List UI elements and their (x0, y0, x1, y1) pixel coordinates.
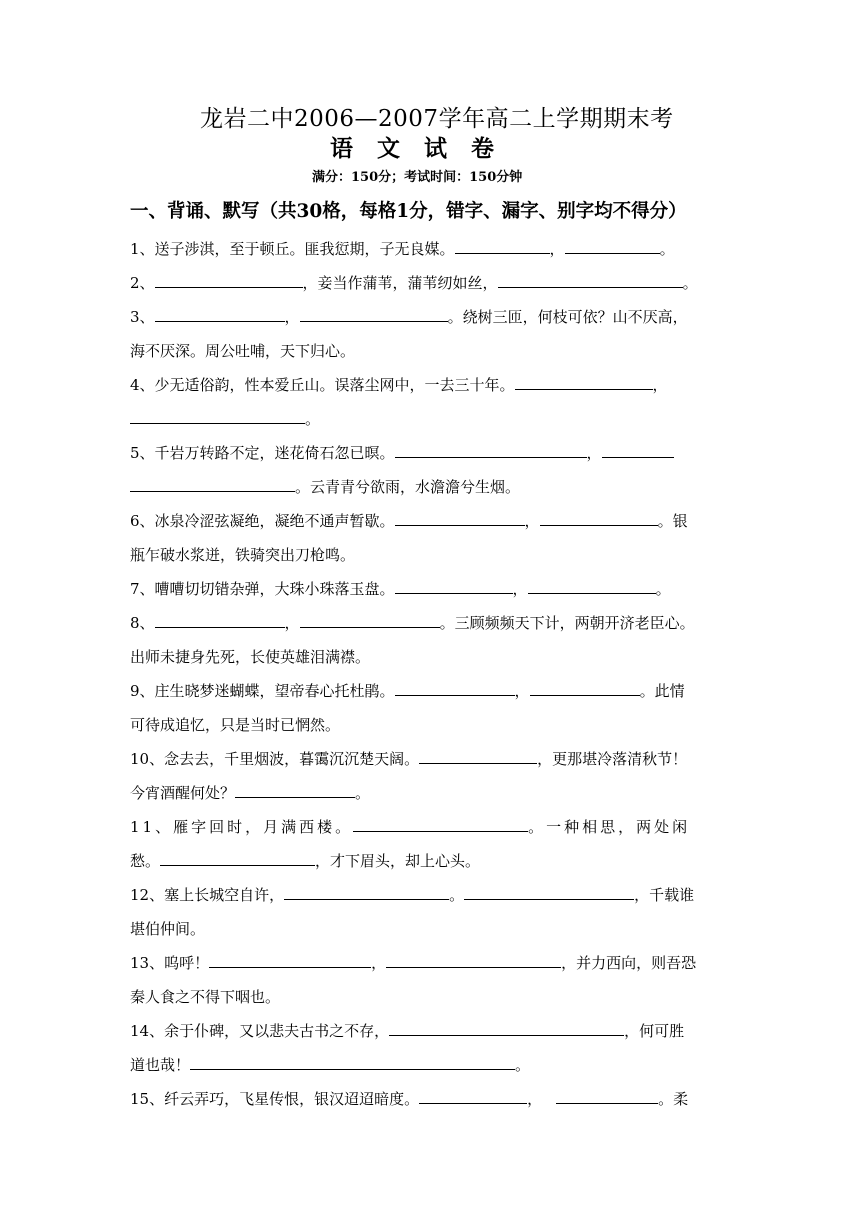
question-11: 11、雁字回时，月满西楼。 。一种相思，两处闲 (130, 810, 735, 844)
answer-blank[interactable] (300, 303, 448, 322)
question-14: 14、余于仆碑，又以悲夫古书之不存， ，何可胜 (130, 1014, 735, 1048)
exam-subtitle: 语 文 试 卷 (330, 135, 503, 162)
question-13-continued: 秦人食之不得下咽也。 (130, 988, 281, 1006)
answer-blank[interactable] (386, 949, 561, 968)
question-10: 10、念去去，千里烟波，暮霭沉沉楚天阔。 ，更那堪冷落清秋节！ (130, 742, 735, 776)
answer-blank[interactable] (530, 677, 640, 696)
question-1: 1、送子涉淇，至于顿丘。匪我愆期，子无良媒。 ， 。 (130, 232, 735, 266)
answer-blank[interactable] (155, 303, 285, 322)
question-8: 8、 ， 。三顾频频天下计，两朝开济老臣心。 (130, 606, 735, 640)
question-14-continued: 道也哉！ 。 (130, 1048, 530, 1082)
answer-blank[interactable] (395, 439, 587, 458)
question-3: 3、 ， 。绕树三匝，何枝可依？山不厌高， (130, 300, 735, 334)
answer-blank[interactable] (419, 745, 537, 764)
answer-blank[interactable] (602, 439, 674, 458)
answer-blank[interactable] (498, 269, 683, 288)
answer-blank[interactable] (284, 881, 449, 900)
answer-blank[interactable] (455, 235, 550, 254)
question-9: 9、庄生晓梦迷蝴蝶，望帝春心托杜鹃。 ， 。此情 (130, 674, 735, 708)
question-11-continued: 愁。 ，才下眉头，却上心头。 (130, 844, 480, 878)
answer-blank[interactable] (540, 507, 658, 526)
answer-blank[interactable] (389, 1017, 624, 1036)
answer-blank[interactable] (130, 405, 305, 424)
question-3-continued: 海不厌深。周公吐哺，天下归心。 (130, 342, 356, 360)
exam-title: 龙岩二中2006—2007学年高二上学期期末考 (200, 106, 674, 132)
answer-blank[interactable] (528, 575, 656, 594)
answer-blank[interactable] (419, 1085, 527, 1104)
answer-blank[interactable] (160, 847, 315, 866)
question-6: 6、冰泉冷涩弦凝绝，凝绝不通声暂歇。 ， 。银 (130, 504, 735, 538)
question-5: 5、千岩万转路不定，迷花倚石忽已暝。 ， (130, 436, 735, 470)
question-10-continued: 今宵酒醒何处？ 。 (130, 776, 370, 810)
answer-blank[interactable] (209, 949, 371, 968)
section-heading: 一、背诵、默写（共30格，每格1分，错字、漏字、别字均不得分） (130, 201, 687, 222)
question-6-continued: 瓶乍破水浆迸，铁骑突出刀枪鸣。 (130, 546, 356, 564)
answer-blank[interactable] (235, 779, 355, 798)
answer-blank[interactable] (353, 813, 528, 832)
question-13: 13、呜呼！ ， ，并力西向，则吾恐 (130, 946, 735, 980)
question-4-continued: 。 (130, 402, 320, 436)
question-5-continued: 。云青青兮欲雨，水澹澹兮生烟。 (130, 470, 520, 504)
question-7: 7、嘈嘈切切错杂弹，大珠小珠落玉盘。 ， 。 (130, 572, 735, 606)
answer-blank[interactable] (130, 473, 295, 492)
question-8-continued: 出师未捷身先死，长使英雄泪满襟。 (130, 648, 371, 666)
answer-blank[interactable] (565, 235, 660, 254)
answer-blank[interactable] (395, 575, 513, 594)
question-12: 12、塞上长城空自许， 。 ，千载谁 (130, 878, 735, 912)
answer-blank[interactable] (464, 881, 634, 900)
question-15: 15、纤云弄巧，飞星传恨，银汉迢迢暗度。 ， 。柔 (130, 1082, 735, 1116)
answer-blank[interactable] (190, 1051, 515, 1070)
answer-blank[interactable] (155, 269, 303, 288)
answer-blank[interactable] (155, 609, 285, 628)
answer-blank[interactable] (395, 677, 515, 696)
answer-blank[interactable] (395, 507, 525, 526)
answer-blank[interactable] (556, 1085, 658, 1104)
exam-meta: 满分：150分；考试时间：150分钟 (312, 170, 523, 185)
question-4: 4、少无适俗韵，性本爱丘山。误落尘网中，一去三十年。 ， (130, 368, 735, 402)
answer-blank[interactable] (300, 609, 440, 628)
answer-blank[interactable] (515, 371, 653, 390)
question-9-continued: 可待成追忆，只是当时已惘然。 (130, 716, 341, 734)
question-12-continued: 堪伯仲间。 (130, 920, 206, 938)
question-2: 2、 ，妾当作蒲苇，蒲苇纫如丝， 。 (130, 266, 735, 300)
